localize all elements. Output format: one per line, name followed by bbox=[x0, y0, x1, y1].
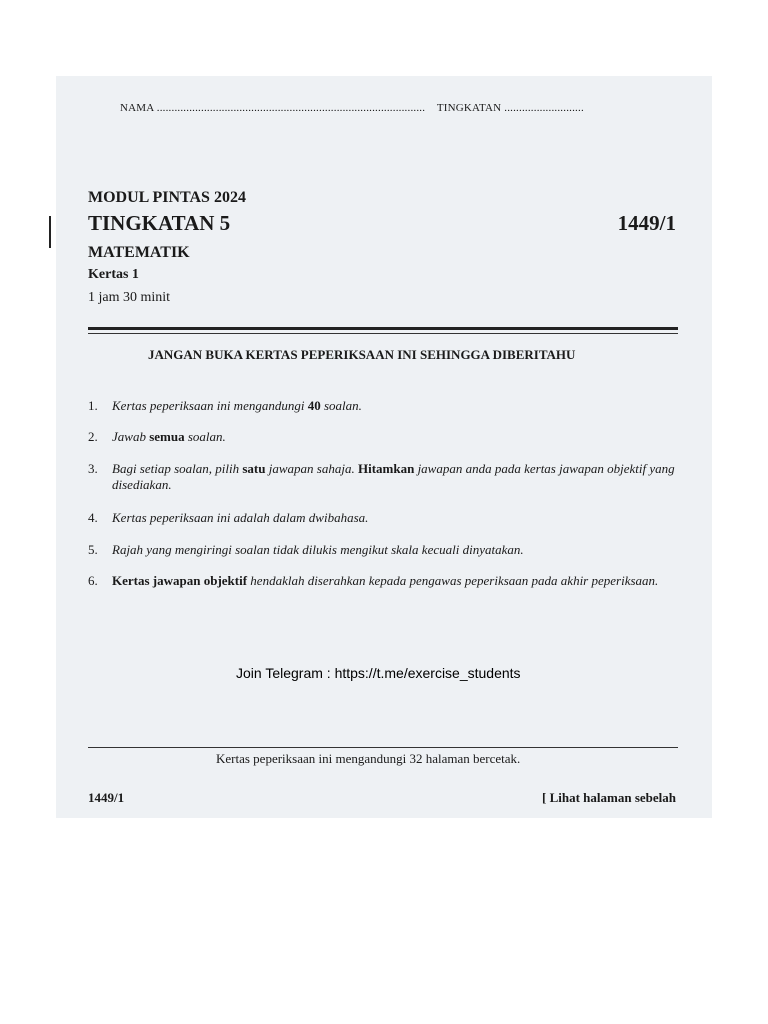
footer-next-page: [ Lihat halaman sebelah bbox=[542, 790, 676, 805]
instruction-item: 4. Kertas peperiksaan ini adalah dalam dwibahasa. bbox=[88, 510, 369, 525]
subject-title: MATEMATIK bbox=[88, 244, 190, 261]
exam-cover-sheet bbox=[56, 76, 712, 818]
form-title: TINGKATAN 5 bbox=[88, 211, 231, 235]
instruction-item: 1. Kertas peperiksaan ini mengandungi 40 soalan. bbox=[88, 398, 362, 413]
instruction-item: 6. Kertas jawapan objektif hendaklah diserahkan kepada pengawas peperiksaan pada akhir peperiksaan. bbox=[88, 573, 659, 588]
footer-paper-code: 1449/1 bbox=[88, 790, 125, 805]
divider-thick-top bbox=[88, 327, 678, 330]
divider-thin-top bbox=[88, 333, 678, 334]
exam-duration: 1 jam 30 minit bbox=[88, 290, 171, 305]
module-title: MODUL PINTAS 2024 bbox=[88, 189, 246, 206]
paper-code: 1449/1 bbox=[617, 211, 676, 235]
paper-number: Kertas 1 bbox=[88, 267, 139, 282]
scan-edge-mark bbox=[49, 216, 51, 248]
name-label: NAMA ........................................................................................... bbox=[120, 102, 426, 114]
form-label: TINGKATAN ........................... bbox=[436, 102, 584, 114]
instruction-item: 5. Rajah yang mengiringi soalan tidak dilukis mengikut skala kecuali dinyatakan. bbox=[88, 542, 524, 557]
instruction-item: 3. Bagi setiap soalan, pilih satu jawapan sahaja. Hitamkan jawapan anda pada kertas jawapan objektif yang disediakan. bbox=[88, 461, 675, 492]
do-not-open-warning: JANGAN BUKA KERTAS PEPERIKSAAN INI SEHINGGA DIBERITAHU bbox=[148, 347, 576, 362]
telegram-link-text[interactable]: Join Telegram : https://t.me/exercise_students bbox=[236, 665, 521, 681]
instruction-item: 2. Jawab semua soalan. bbox=[88, 429, 226, 444]
page-count-note: Kertas peperiksaan ini mengandungi 32 halaman bercetak. bbox=[216, 751, 521, 766]
name-field-line bbox=[120, 102, 584, 114]
divider-bottom bbox=[88, 747, 678, 748]
